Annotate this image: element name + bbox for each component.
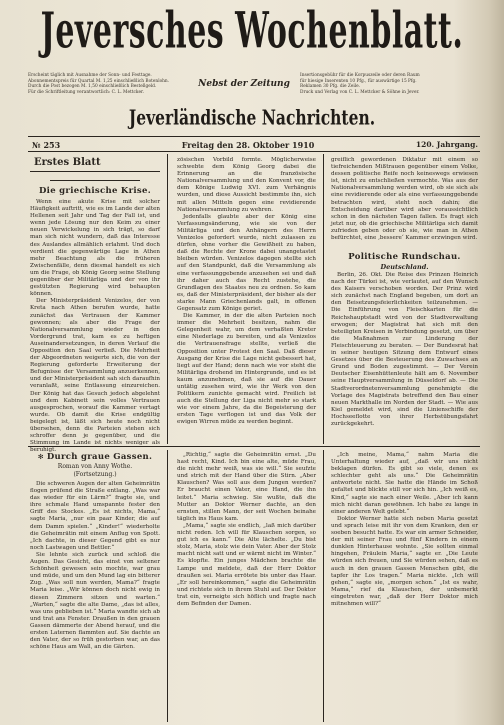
section-heading-erstes-blatt: Erstes Blatt	[30, 156, 160, 172]
dateline-rule-bottom	[28, 151, 480, 152]
headline-rule	[50, 180, 140, 181]
feuilleton-body-center	[177, 452, 316, 721]
column-divider	[323, 450, 324, 722]
subscription-info-line: Durch die Post bezogen M. 1,50 einschließlich Bestellgeld.	[28, 84, 157, 90]
feuilleton-title	[30, 452, 160, 462]
feuilleton-byline: Roman von Anny Wothe.	[57, 463, 133, 470]
section-heading-politische-rundschau: Politische Rundschau.	[348, 252, 461, 262]
article-paragraph: zösischen Vorbild formte. Möglicherweise schwebte dem König Georg dabei die Erinnerung an die französische Nationalversammlung und den Konvent vor, die dem Könige Ludwig XVI. zum Verhängnis wurden, und diese Aussicht bestimmte ihn, sich mit allen Mitteln gegen eine revidierende Nationalversammlung zu wehren.	[177, 157, 316, 213]
column-divider	[167, 154, 168, 444]
article-paragraph: „Ich meine, Mama,“ nahm Maria die Unterhaltung wieder auf, „daß wir uns nicht beklagen dürfen. Es gibt so viele, denen es schlechter geht als uns.“ Die Geheimrätin antwortete nicht. Sie hatte die Hände im Schoß gefaltet und blickte still vor sich hin. „Ich weiß es, Kind,“ sagte sie nach einer Weile. „Aber ich kann mich nicht daran gewöhnen. Ich habe zu lange in einer anderen Welt gelebt.“	[331, 452, 478, 515]
article-paragraph: Doktor Werner hatte sich neben Maria gesetzt und sprach leise mit ihr von dem Kranken, den er soeben besucht hatte. Es war ein armer Schneider, der mit seiner Frau und fünf Kindern in einem dunklen Hinterhause wohnte. „Sie sollten einmal hingehen, Fräulein Maria,“ sagte er. „Die Leute würden sich freuen, und Sie würden sehen, daß es auch in den grauen Gassen Menschen gibt, die tapfer ihr Los tragen.“ Maria nickte. „Ich will gehen,“ sagte sie, „morgen schon.“ „Ist es wahr, Mama,“ rief da Klauschen, der unbemerkt eingetreten war, „daß der Herr Doktor mich mitnehmen will?“	[331, 515, 478, 607]
ornament-icon: ✻	[37, 453, 44, 461]
article-paragraph: Wenn eine akute Krise mit solcher Häufigkeit auftritt, wie es im Lande der alten Hellenen seit Jahr und Tag der Fall ist, und wenn jede Lösung nur den Keim zu einer neuen Verwickelung in sich trägt, so darf man sich nicht wundern, daß das Interesse des Auslandes allmählich erlahmt. Und doch verdient die gegenwärtige Lage in Athen mehr Beachtung als die früheren Zwischenfälle, denn diesmal handelt es sich um die Frage, ob König Georg seine Stellung gegenüber der Militärliga und der von ihr gestützten Regierung wird behaupten können.	[30, 199, 160, 298]
subscription-info-line: Für die Schriftleitung verantwortlich: C. L. Mettcker.	[28, 89, 144, 95]
article-body-right-top	[331, 157, 478, 249]
subsection-heading-deutschland: Deutschland.	[380, 263, 429, 271]
feuilleton-continuation-note: (Fortsetzung.)	[73, 471, 117, 478]
advertising-info-line: für hiesige Inserenten 10 Pfg., für auswärtige 15 Pfg.	[300, 78, 417, 84]
article-paragraph: greiflich gewordenen Diktatur mit einem so tiefreichenden Mißtrauen gegenüber einem Volke, dessen politische Reife noch keineswegs erwiesen ist, nicht zu entschließen vermochte. Was aus der Nationalversammlung werden wird, ob sie sich als eine revidierende oder als eine verfassunggebende betrachten wird, steht noch dahin; die Entscheidung darüber wird aber voraussichtlich schon in den nächsten Tagen fallen. Es fragt sich jetzt nur, ob die griechische Militärliga sich damit zufrieden geben oder ob sie, wie man in Athen befürchtet, eine ‚bessere‘ Kammer erzwingen wird.	[331, 157, 478, 242]
article-paragraph: „Richtig,“ sagte die Geheimrätin ernst. „Du hast recht, Kind. Ich bin eine alte, müde Frau, die nicht mehr weiß, was sie will.“ Sie seufzte und strich mit der Hand über die Stirn. „Aber Klauschen? Was soll aus dem Jungen werden? Er braucht einen Vater, eine Hand, die ihn leitet.“ Maria schwieg. Sie wußte, daß die Mutter an Doktor Werner dachte, an den ernsten, stillen Mann, der seit Wochen beinahe täglich ins Haus kam.	[177, 452, 316, 522]
news-body-right	[331, 272, 478, 442]
advertising-info	[300, 73, 480, 95]
advertising-info-line: Insertionsgebühr für die Korpuszeile oder deren Raum	[300, 73, 420, 78]
volume-number: 120. Jahrgang.	[415, 140, 478, 149]
article-paragraph: „Mama,“ sagte sie endlich, „laß mich darüber nicht reden. Ich will für Klauschen sorgen, so gut ich es kann.“ Die Alte lächelte. „Du bist stolz, Maria, stolz wie dein Vater. Aber der Stolz macht nicht satt und er wärmt nicht im Winter.“ Es klopfte. Ein junges Mädchen brachte die Lampe und meldete, daß der Herr Doktor draußen sei. Maria errötete bis unter das Haar. „Er soll hereinkommen,“ sagte die Geheimrätin und richtete sich in ihrem Stuhl auf. Der Doktor trat ein, verneigte sich höflich und fragte nach dem Befinden der Damen.	[177, 522, 316, 607]
subscription-info-line: Erscheint täglich mit Ausnahme der Sonn- und Festtage.	[28, 73, 152, 78]
article-paragraph: Der Ministerpräsident Venizelos, der von Kreta nach Athen berufen wurde, hatte zunächst das Vertrauen der Kammer gewonnen; als aber die Frage der Nationalversammlung wieder in den Vordergrund trat, kam es zu heftigen Auseinandersetzungen, in deren Verlauf die Opposition den Saal verließ. Die Mehrheit der Abgeordneten weigerte sich, die von der Regierung geforderte Erweiterung der Befugnisse der Versammlung anzuerkennen, und der Ministerpräsident sah sich daraufhin veranlaßt, seine Entlassung einzureichen. Der König hat das Gesuch jedoch abgelehnt und dem Kabinett sein volles Vertrauen ausgesprochen, worauf die Kammer vertagt wurde. Ob damit die Krise endgültig beigelegt ist, läßt sich heute noch nicht übersehen, denn die Parteien stehen sich schroffer denn je gegenüber, und die Stimmung im Lande ist nichts weniger als beruhigt.	[30, 298, 160, 454]
feuilleton-body-left	[30, 481, 160, 721]
article-headline: Die griechische Krise.	[39, 186, 151, 196]
issue-date: Freitag den 28. Oktober 1910	[181, 140, 315, 150]
dateline-rule-top	[28, 136, 480, 137]
feuilleton-body-right	[331, 452, 478, 721]
subscription-info-line: Abonnementspreis für Quartal M. 1,25 einschließlich Botenlohn.	[28, 78, 170, 84]
column-divider	[323, 154, 324, 444]
article-paragraph: Die schweren Augen der alten Geheimrätin flogen prüfend die Straße entlang. „Was war das wieder für ein Lärm?“ fragte sie, und ihre schmale Hand umspannte fester den Griff des Stockes. „Es ist nichts, Mama,“ sagte Maria, „nur ein paar Kinder, die auf dem Damm spielen.“ „Kinder!“ wiederholte die Geheimrätin mit einem Anflug von Spott. „Ich dachte, in dieser Gegend gibt es nur noch Lastwagen und Bettler.“	[30, 481, 160, 551]
advertising-info-line: Reklamen 30 Pfg. die Zeile.	[300, 84, 361, 90]
masthead-supplement-note: Nebst der Zeitung	[198, 79, 290, 89]
article-paragraph: Berlin, 26. Okt. Die Reise des Prinzen Heinrich nach der Türkei ist, wie verlautet, auf den Wunsch des Kaisers verschoben worden. Der Prinz wird sich zunächst nach England begeben, um dort an den Beisetzungsfeierlichkeiten teilzunehmen. — Die Einführung von Fleischkarten für die Reichshauptstadt wird von der Stadtverwaltung erwogen; der Magistrat hat sich mit den beteiligten Kreisen in Verbindung gesetzt, um über die Maßnahmen zur Linderung der Fleischteuerung zu beraten. — Der Bundesrat hat in seiner heutigen Sitzung dem Entwurf eines Gesetzes über die Besteuerung des Zuwachses an Grund und Boden zugestimmt. — Der Verein Deutscher Eisenhüttenleute hält am 6. November seine Hauptversammlung in Düsseldorf ab. — Die Stadtverordnetenversammlung genehmigte die Vorlage des Magistrats betreffend den Bau einer neuen Markthalle im Norden der Stadt. — Wie aus Kiel gemeldet wird, sind die Linienschiffe der Hochseeflotte von ihrer Herbstübungsfahrt zurückgekehrt.	[331, 272, 478, 427]
article-paragraph: Jedenfalls glaubte aber der König eine Verfassungsänderung, wie sie von der Militärliga und den Anhängern des Herrn Venizelos gefordert wurde, nicht zulassen zu dürfen, ohne vorher die Gewißheit zu haben, daß die Rechte der Krone dabei unangetastet bleiben würden. Venizelos dagegen stellte sich auf den Standpunkt, daß die Versammlung als eine verfassunggebende anzusehen sei und daß ihr daher auch das Recht zustehe, die Grundlagen des Staates neu zu ordnen. So kam es, daß der Ministerpräsident, der bisher als der starke Mann Griechenlands galt, in offenen Gegensatz zum Könige geriet.	[177, 213, 316, 312]
subscription-info	[28, 73, 178, 95]
article-body-center	[177, 157, 316, 442]
article-body-left	[30, 199, 160, 454]
advertising-info-line: Druck und Verlag von C. L. Mettcker & Söhne in Jever.	[300, 89, 420, 95]
article-paragraph: Sie lehnte sich zurück und schloß die Augen. Das Gesicht, das einst von seltener Schönheit gewesen sein mochte, war grau und müde, und um den Mund lag ein bitterer Zug. „Was soll nun werden, Mama?“ fragte Maria leise. „Wir können doch nicht ewig in diesen Zimmern sitzen und warten.“ „Warten,“ sagte die alte Dame, „das ist alles, was uns geblieben ist.“ Maria wandte sich ab und trat ans Fenster. Draußen in den grauen Gassen dämmerte der Abend herauf, und die ersten Laternen flammten auf. Sie dachte an den Vater, der so früh gestorben war, an das schöne Haus am Wall, an die Gärten.	[30, 551, 160, 651]
feuilleton-title-text: Durch graue Gassen.	[46, 452, 153, 462]
article-paragraph: Die Kammer, in der die alten Parteien noch immer die Mehrheit besitzen, nahm die Gelegenheit wahr, um dem verhaßten Kreter eine Niederlage zu bereiten, und als Venizelos die Vertrauensfrage stellte, verließ die Opposition unter Protest den Saal. Daß dieser Ausgang der Krise die Lage nicht gebessert hat, liegt auf der Hand; denn nach wie vor steht die Militärliga drohend im Hintergrunde, und es ist kaum anzunehmen, daß sie auf die Dauer untätig zusehen wird, wie ihr Werk von den Politikern zunichte gemacht wird. Freilich ist auch die Stellung der Liga nicht mehr so stark wie vor einem Jahre, da die Begeisterung der ersten Tage verflogen ist und das Volk der ewigen Wirren müde zu werden beginnt.	[177, 313, 316, 426]
feuilleton-rule	[28, 446, 480, 447]
masthead-title: Jeversches Wochenblatt.	[40, 3, 464, 61]
masthead-subtitle: Jeverländische Nachrichten.	[128, 104, 376, 130]
issue-number: № 253	[32, 140, 61, 150]
column-divider	[167, 450, 168, 722]
